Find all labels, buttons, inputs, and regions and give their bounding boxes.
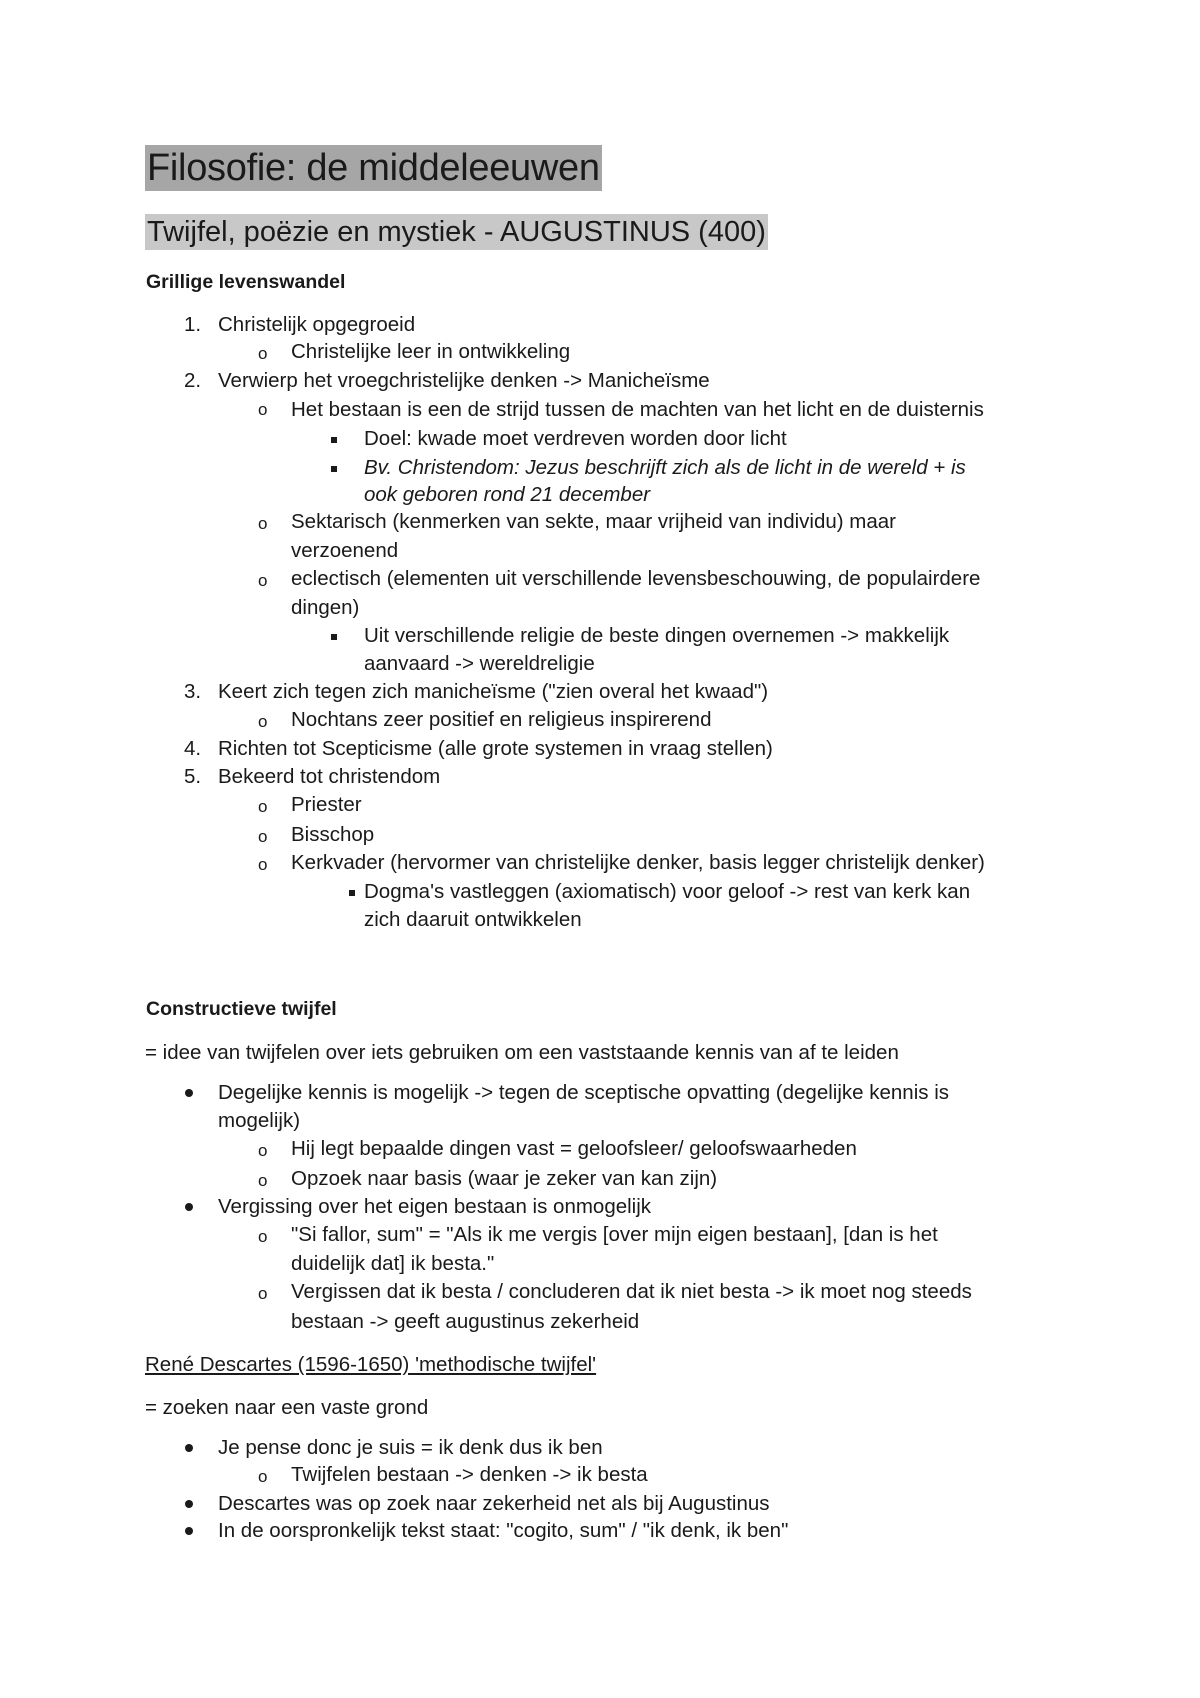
list-item: Vergissen dat ik besta / concluderen dat ik niet besta -> ik moet nog steeds [291,1280,972,1303]
list-number: 5. [184,765,202,788]
list-item: Bv. Christendom: Jezus beschrijft zich als de licht in de wereld + is [364,456,966,479]
list-item-continuation: zich daaruit ontwikkelen [364,908,582,931]
list-item-continuation: bestaan -> geeft augustinus zekerheid [291,1310,640,1333]
bullet-icon [185,1527,193,1535]
list-item: Priester [291,793,362,816]
list-item-continuation: aanvaard -> wereldreligie [364,652,595,675]
circle-bullet-icon: o [258,855,268,874]
circle-bullet-icon: o [258,797,268,816]
list-item: Degelijke kennis is mogelijk -> tegen de sceptische opvatting (degelijke kennis is [218,1081,949,1104]
circle-bullet-icon: o [258,1171,268,1190]
circle-bullet-icon: o [258,712,268,731]
subheading-grillige-levenswandel: Grillige levenswandel [146,271,346,293]
circle-bullet-icon: o [258,1467,268,1486]
circle-bullet-icon: o [258,400,268,419]
list-item: Sektarisch (kenmerken van sekte, maar vrijheid van individu) maar [291,510,897,533]
section-heading-augustinus: Twijfel, poëzie en mystiek - AUGUSTINUS (400) [147,216,766,248]
bullet-icon [185,1203,193,1211]
list-item: Richten tot Scepticisme (alle grote systemen in vraag stellen) [218,737,773,760]
list-item: Vergissing over het eigen bestaan is onmogelijk [218,1195,652,1218]
circle-bullet-icon: o [258,1284,268,1303]
square-bullet-icon [331,466,337,472]
list-item-continuation: mogelijk) [218,1109,301,1132]
bullet-icon [185,1444,193,1452]
list-number: 3. [184,680,202,703]
list-item: Verwierp het vroegchristelijke denken -> Manicheïsme [218,369,710,392]
circle-bullet-icon: o [258,1227,268,1246]
list-item: "Si fallor, sum" = "Als ik me vergis [over mijn eigen bestaan], [dan is het [291,1223,938,1246]
list-item-continuation: dingen) [291,596,360,619]
list-item: Je pense donc je suis = ik denk dus ik ben [218,1436,603,1459]
definition-text: = zoeken naar een vaste grond [145,1396,429,1419]
list-item: Keert zich tegen zich manicheïsme ("zien overal het kwaad") [218,680,769,703]
square-bullet-icon [331,437,337,443]
list-number: 2. [184,369,202,392]
list-item: Uit verschillende religie de beste dingen overnemen -> makkelijk [364,624,950,647]
bullet-icon [185,1500,193,1508]
square-bullet-icon [349,890,355,896]
circle-bullet-icon: o [258,344,268,363]
circle-bullet-icon: o [258,571,268,590]
circle-bullet-icon: o [258,514,268,533]
list-item: Bekeerd tot christendom [218,765,441,788]
list-number: 1. [184,313,202,336]
list-item-continuation: verzoenend [291,539,399,562]
list-item: In de oorspronkelijk tekst staat: "cogito, sum" / "ik denk, ik ben" [218,1519,789,1542]
list-item: Christelijke leer in ontwikkeling [291,340,571,363]
bullet-icon [185,1089,193,1097]
page-title: Filosofie: de middeleeuwen [147,147,600,189]
definition-text: = idee van twijfelen over iets gebruiken om een vaststaande kennis van af te leiden [145,1041,899,1064]
list-item: Opzoek naar basis (waar je zeker van kan zijn) [291,1167,718,1190]
subheading-constructieve-twijfel: Constructieve twijfel [146,998,337,1020]
list-item: Doel: kwade moet verdreven worden door licht [364,427,787,450]
list-item: Twijfelen bestaan -> denken -> ik besta [291,1463,648,1486]
list-item: Descartes was op zoek naar zekerheid net als bij Augustinus [218,1492,770,1515]
list-item: eclectisch (elementen uit verschillende levensbeschouwing, de populairdere [291,567,981,590]
list-number: 4. [184,737,202,760]
list-item: Het bestaan is een de strijd tussen de machten van het licht en de duisternis [291,398,984,421]
square-bullet-icon [331,634,337,640]
list-item: Dogma's vastleggen (axiomatisch) voor geloof -> rest van kerk kan [364,880,971,903]
list-item: Christelijk opgegroeid [218,313,416,336]
list-item-continuation: ook geboren rond 21 december [364,483,651,506]
circle-bullet-icon: o [258,827,268,846]
circle-bullet-icon: o [258,1141,268,1160]
section-heading-descartes: René Descartes (1596-1650) 'methodische twijfel' [145,1353,597,1376]
list-item: Kerkvader (hervormer van christelijke denker, basis legger christelijk denker) [291,851,985,874]
list-item: Hij legt bepaalde dingen vast = geloofsleer/ geloofswaarheden [291,1137,857,1160]
list-item-continuation: duidelijk dat] ik besta." [291,1252,495,1275]
list-item: Bisschop [291,823,375,846]
list-item: Nochtans zeer positief en religieus inspirerend [291,708,712,731]
